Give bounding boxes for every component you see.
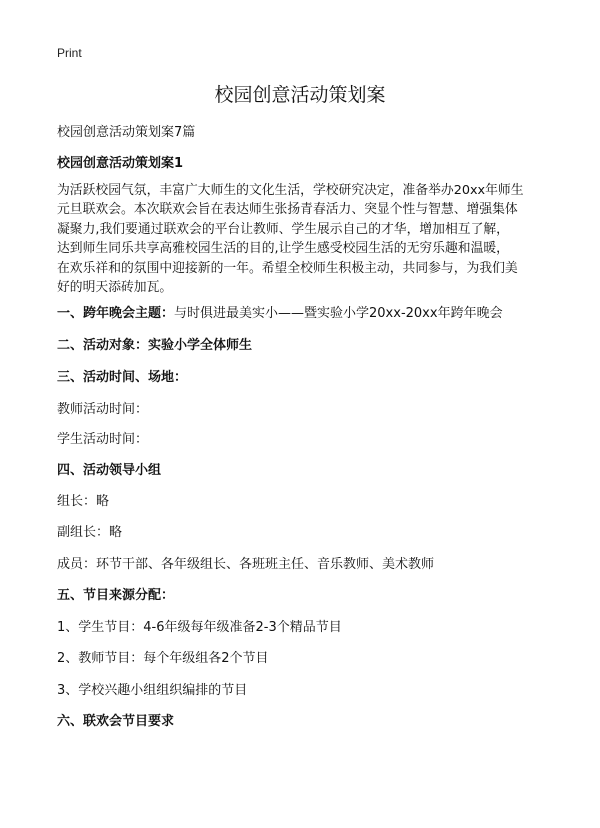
vice-leader: 副组长：略 — [57, 525, 123, 540]
program-2: 2、教师节目：每个年级组各2个节目 — [57, 651, 269, 666]
item-2: 二、活动对象：实验小学全体师生 — [57, 338, 253, 353]
item-5: 五、节目来源分配： — [57, 588, 175, 603]
item-1-label: 一、跨年晚会主题： — [57, 306, 175, 321]
item-4: 四、活动领导小组 — [57, 463, 162, 478]
item-1-value: 与时俱进最美实小——暨实验小学20xx-20xx年跨年晚会 — [174, 306, 503, 321]
teacher-time: 教师活动时间： — [57, 402, 149, 417]
intro-line: 元旦联欢会。本次联欢会旨在表达师生张扬青春活力、突显个性与智慧、增强集体 — [57, 202, 518, 218]
item-1 — [57, 302, 503, 321]
program-3: 3、学校兴趣小组组织编排的节目 — [57, 683, 248, 698]
document-title: 校园创意活动策划案 — [214, 84, 386, 106]
intro-line: 在欢乐祥和的氛围中迎接新的一年。希望全校师生积极主动，共同参与，为我们美 — [57, 260, 518, 276]
leader: 组长：略 — [57, 494, 110, 509]
program-1: 1、学生节目：4-6年级每年级准备2-3个精品节目 — [57, 620, 342, 635]
intro-line: 达到师生同乐共享高雅校园生活的目的,让学生感受校园生活的无穷乐趣和温暖， — [57, 241, 509, 257]
intro-line: 凝聚力,我们要通过联欢会的平台让教师、学生展示自己的才华，增加相互了解， — [57, 221, 509, 237]
intro-paragraph — [57, 181, 553, 297]
members: 成员：环节干部、各年级组长、各班班主任、音乐教师、美术教师 — [57, 557, 435, 572]
document-subtitle: 校园创意活动策划案7篇 — [57, 125, 196, 140]
student-time: 学生活动时间： — [57, 432, 149, 447]
item-6: 六、联欢会节目要求 — [57, 714, 175, 729]
section-title: 校园创意活动策划案1 — [57, 156, 184, 171]
item-3: 三、活动时间、场地： — [57, 370, 188, 385]
intro-line: 好的明天添砖加瓦。 — [57, 280, 173, 296]
intro-line: 为活跃校园气氛，丰富广大师生的文化生活，学校研究决定，准备举办20xx年师生 — [57, 183, 524, 198]
print-label: Print — [57, 46, 82, 60]
